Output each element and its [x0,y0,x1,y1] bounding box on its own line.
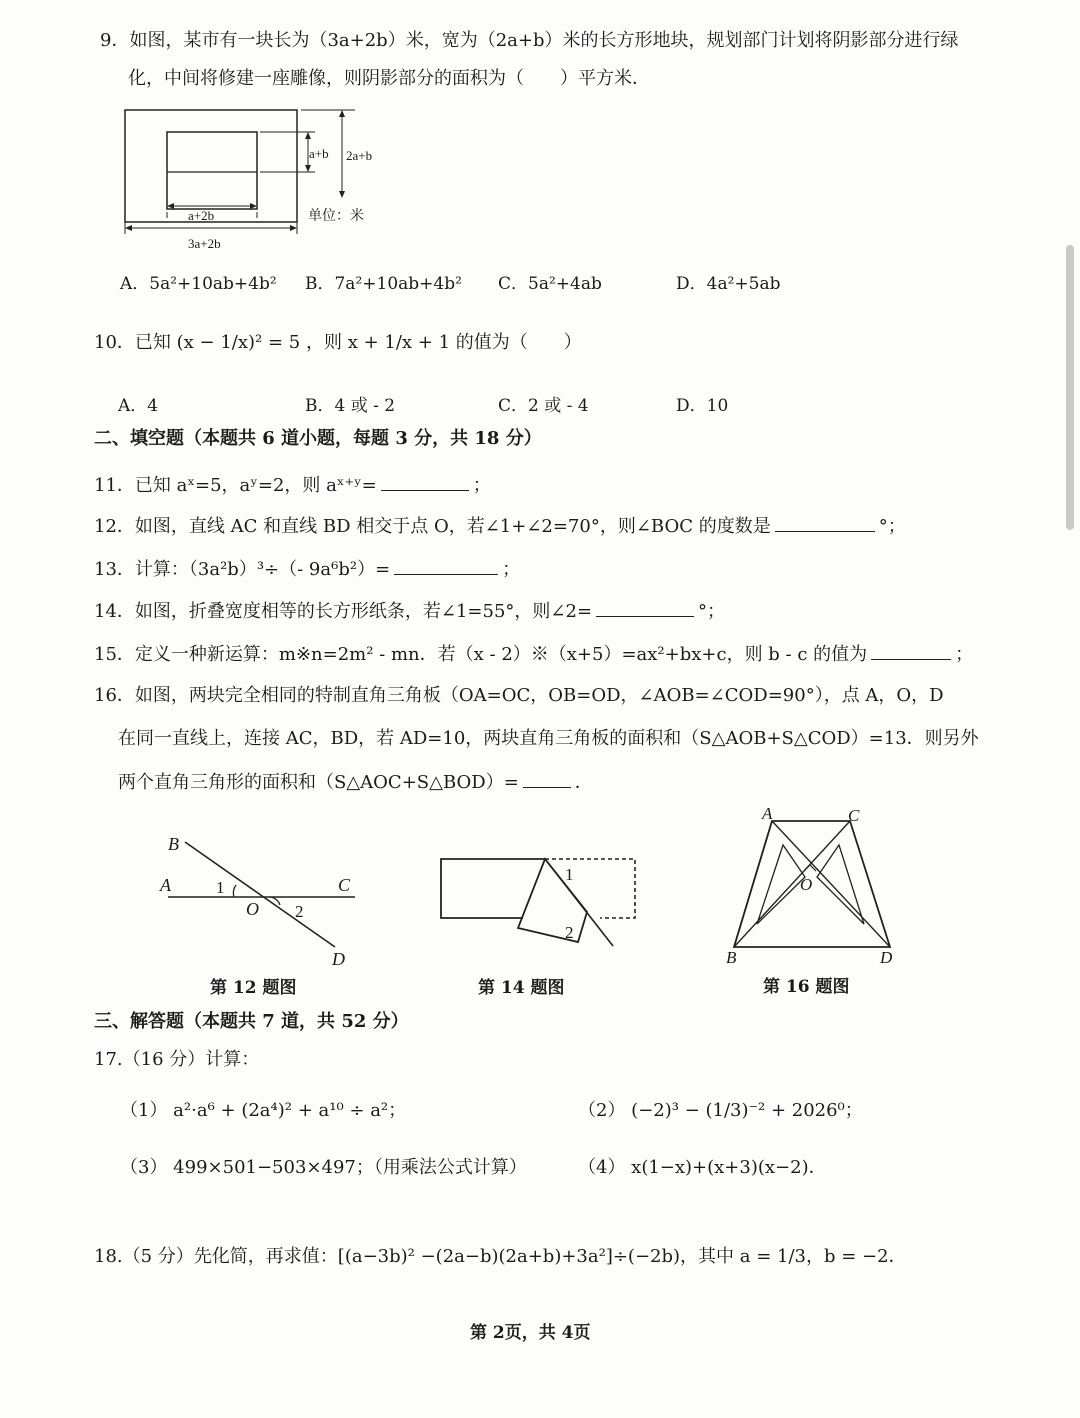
q11-answer-blank[interactable] [381,474,469,491]
fig12-caption: 第 12 题图 [210,978,297,998]
q9-option-a: A．5a²+10ab+4b² [120,274,277,294]
q9-figure [110,100,400,260]
q10-prefix: 10．已知 [94,332,171,353]
q17-title: 17.（16 分）计算： [94,1049,260,1070]
q11-end: ； [472,475,491,496]
fig16-caption: 第 16 题图 [763,977,850,997]
q18: 18.（5 分）先化简，再求值：[(a−3b)² −(2a−b)(2a+b)+3a²]÷(−2b)，其中 a = 1/3，b = −2． [94,1246,907,1267]
fig16-label-o: O [800,875,813,894]
q10-option-c: C．2 或 - 4 [498,396,589,416]
q15-answer-blank[interactable] [871,643,951,660]
section2-heading: 二、填空题（本题共 6 道小题，每题 3 分，共 18 分） [94,428,542,449]
q14-answer-blank[interactable] [596,600,694,617]
q12-text: 12．如图，直线 AC 和直线 BD 相交于点 O，若∠1+∠2=70°，则∠BOC 的度数是 [94,516,771,537]
q9-label-inner-w: a+2b [188,208,215,223]
q10-question [94,332,582,354]
fig14-label-2: 2 [565,923,574,942]
q11 [94,474,491,497]
fig14-label-1: 1 [565,865,574,884]
q14 [94,600,725,623]
q17-part3: （3） 499×501−503×497；（用乘法公式计算） [120,1157,527,1178]
q16-line1: 16．如图，两块完全相同的特制直角三角板（OA=OC，OB=OD，∠AOB=∠COD=90°），点 A，O，D [94,685,944,706]
q15-end: ； [955,644,974,665]
q16-line3-end: ． [574,772,593,793]
q9-option-c: C．5a²+4ab [498,274,602,294]
q14-end: °； [698,601,726,622]
scrollbar[interactable] [1066,245,1074,530]
q15-text: 15．定义一种新运算：m※n=2m² - mn．若（x - 2）※（x+5）=ax²+bx+c，则 b - c 的值为 [94,644,868,665]
fig16-label-b: B [726,948,737,967]
q14-text: 14．如图，折叠宽度相等的长方形纸条，若∠1=55°，则∠2= [94,601,593,622]
q10-option-a: A．4 [118,396,159,416]
q9-line2: 化，中间将修建一座雕像，则阴影部分的面积为（ ）平方米． [128,68,650,89]
q10-expr1: (x − 1/x)² = 5 [176,332,301,353]
section3-heading: 三、解答题（本题共 7 道，共 52 分） [94,1011,409,1032]
q17-part1: （1） a²·a⁶ + (2a⁴)² + a¹⁰ ÷ a²； [120,1100,407,1121]
fig12-label-o: O [246,899,259,919]
fig12-label-d: D [332,949,345,969]
q16-line3-text: 两个直角三角形的面积和（S△AOC+S△BOD）= [118,772,519,793]
q16-line2: 在同一直线上，连接 AC，BD，若 AD=10，两块直角三角板的面积和（S△AOB+S△COD）=13．则另外 [118,728,979,749]
fig12-label-c: C [338,875,351,895]
q10-suffix: 的值为（ ） [455,332,582,353]
q11-text: 11．已知 aˣ=5，aʸ=2，则 aˣ⁺ʸ= [94,475,377,496]
fig12-label-2: 2 [295,902,304,921]
q12 [94,515,906,538]
q12-end: °； [878,516,906,537]
q10-mid: ，则 [305,332,342,353]
q9-label-outer-w: 3a+2b [188,236,221,251]
q9-label-outer-h: 2a+b [346,148,373,163]
page-footer: 第 2页，共 4页 [470,1323,591,1343]
fig16-label-a: A [762,804,773,823]
fig14-caption: 第 14 题图 [478,978,565,998]
fig12 [150,825,370,975]
fig12-label-1: 1 [216,878,225,897]
q13-end: ； [502,559,521,580]
q17-part4: （4） x(1−x)+(x+3)(x−2)． [578,1157,827,1178]
q13-text: 13．计算：（3a²b）³÷（- 9a⁶b²）= [94,559,391,580]
q10-expr2: x + 1/x + 1 [347,332,451,353]
fig12-label-b: B [168,834,179,854]
q16-answer-blank[interactable] [523,771,571,788]
q13-answer-blank[interactable] [394,558,498,575]
fig16 [720,805,910,965]
q9-label-unit: 单位：米 [308,209,364,224]
q9-line1: 9．如图，某市有一块长为（3a+2b）米，宽为（2a+b）米的长方形地块，规划部门计划将阴影部分进行绿 [100,30,959,51]
fig16-label-c: C [848,806,860,825]
fig16-label-d: D [880,948,893,967]
q9-label-inner-h: a+b [309,146,329,161]
q10-option-d: D．10 [676,396,729,416]
q10-option-b: B．4 或 - 2 [305,396,396,416]
q9-option-d: D．4a²+5ab [676,274,781,294]
q13 [94,558,520,581]
q16-line3 [118,771,593,794]
fig14 [435,850,655,960]
q15 [94,643,973,666]
q17-part2: （2） (−2)³ − (1/3)⁻² + 2026⁰； [578,1100,863,1121]
q9-option-b: B．7a²+10ab+4b² [305,274,462,294]
fig12-label-a: A [160,875,171,895]
q12-answer-blank[interactable] [775,515,875,532]
